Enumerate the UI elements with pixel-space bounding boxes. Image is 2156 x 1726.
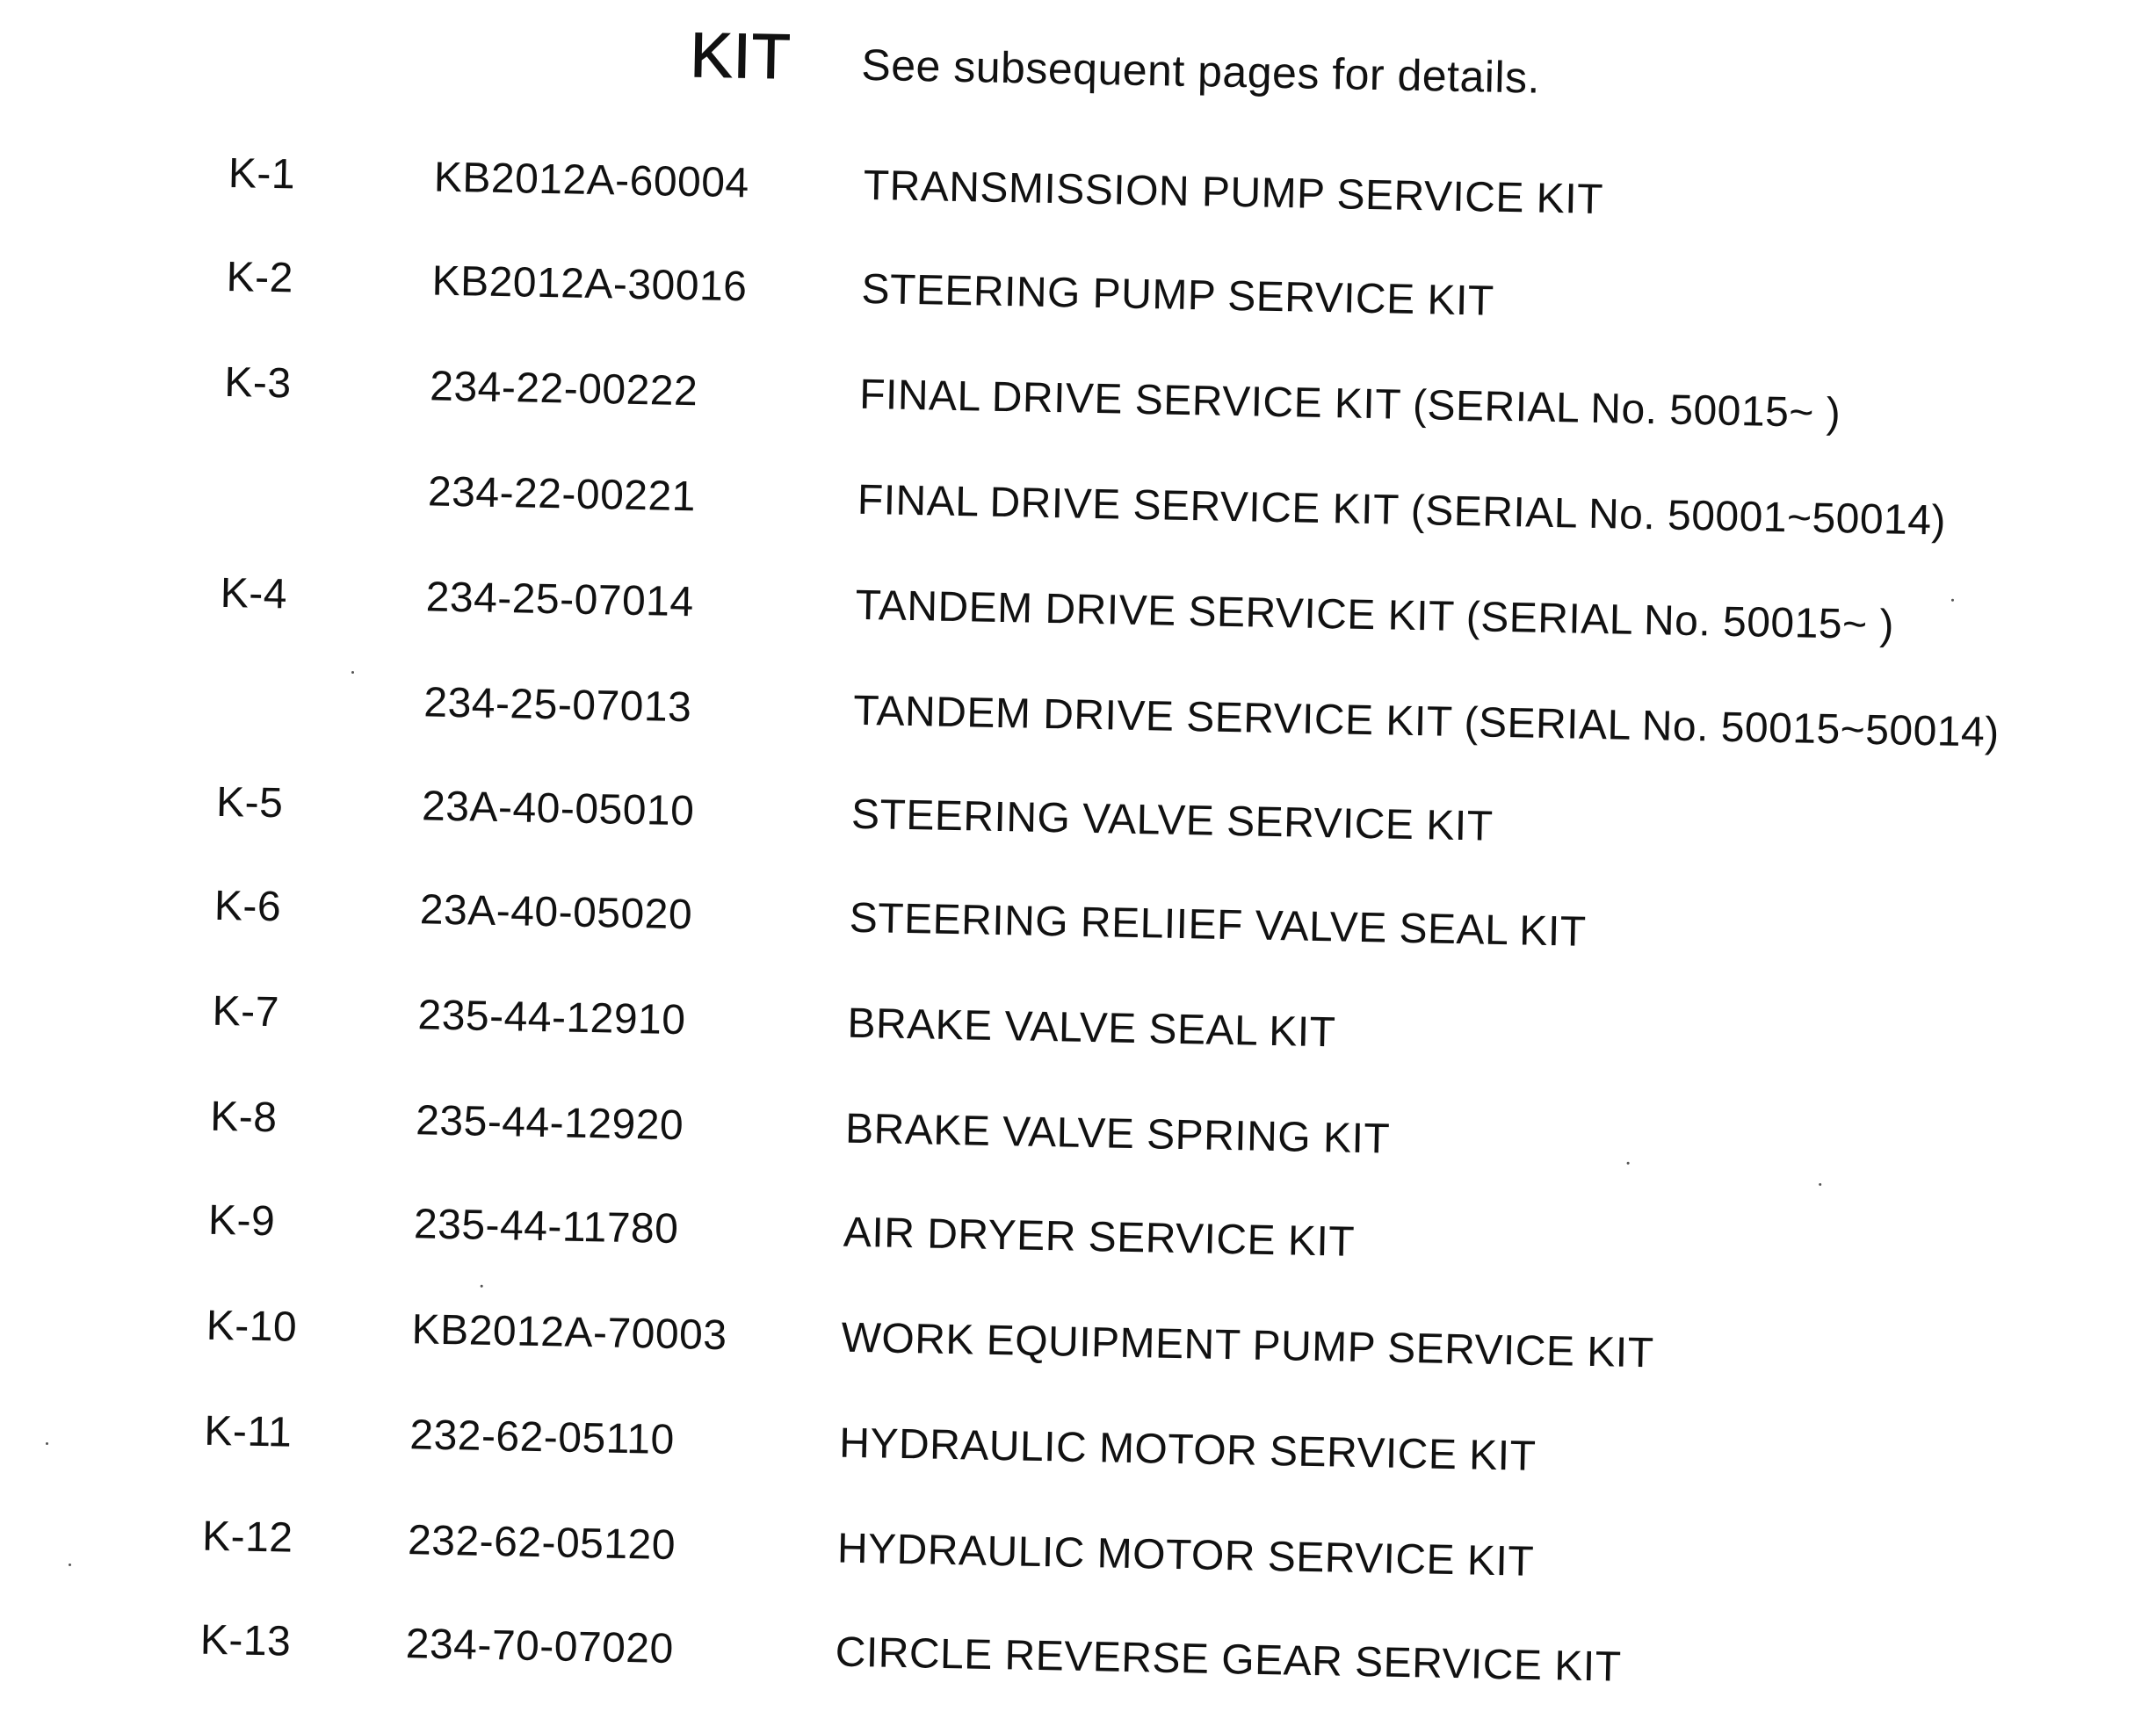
kit-description: HYDRAULIC MOTOR SERVICE KIT [838,1419,1537,1480]
kit-description: TRANSMISSION PUMP SERVICE KIT [863,162,1604,224]
kit-number: K-7 [212,987,280,1036]
part-number: 234-22-00221 [427,468,697,521]
kit-number: K-11 [203,1407,293,1456]
kit-row [0,1088,2136,1191]
kit-description: AIR DRYER SERVICE KIT [843,1209,1356,1266]
part-number: 235-44-12920 [415,1097,684,1150]
kit-description: CIRCLE REVERSE GEAR SERVICE KIT [835,1629,1622,1691]
kit-description: TANDEM DRIVE SERVICE KIT (SERIAL No. 50015~50014) [852,687,2000,756]
scan-speck [1627,1162,1630,1165]
part-number: KB2012A-30016 [431,257,748,311]
kit-row [0,249,2152,351]
kit-number: K-4 [220,569,288,618]
kit-number: K-3 [223,358,293,408]
kit-row [0,983,2138,1086]
kit-row [0,1508,2128,1611]
kit-description: STEERING PUMP SERVICE KIT [861,265,1495,325]
kit-row [0,877,2140,980]
part-number: 23A-40-05010 [421,783,695,835]
kit-description: FINAL DRIVE SERVICE KIT (SERIAL No. 50001~50014) [857,476,1947,545]
kit-number: K-1 [228,149,296,199]
scan-speck [351,671,354,674]
kit-number: K-8 [209,1093,279,1142]
kit-description: WORK EQUIPMENT PUMP SERVICE KIT [841,1314,1654,1377]
part-number: 235-44-12910 [417,992,686,1044]
kit-row [0,459,2148,562]
scan-speck [46,1442,48,1445]
kit-row [0,774,2142,877]
scan-speck [1951,599,1954,602]
kit-row [0,565,2146,668]
scan-speck [69,1564,71,1566]
kit-number: K-5 [215,778,284,827]
part-number: 234-70-07020 [405,1621,675,1673]
kit-description: BRAKE VALVE SEAL KIT [846,1000,1336,1057]
kit-number: K-2 [226,253,294,302]
kit-number: K-13 [199,1616,292,1665]
kit-row [0,145,2154,248]
kit-row [0,670,2145,773]
part-number: KB2012A-70003 [411,1306,727,1360]
part-number: 232-62-05120 [407,1517,676,1570]
part-number: 232-62-05110 [409,1412,676,1463]
scan-speck [481,1285,483,1288]
kit-row [0,1612,2126,1715]
kit-description: STEERING VALVE SERVICE KIT [850,791,1494,850]
kit-description: FINAL DRIVE SERVICE KIT (SERIAL No. 50015~ ) [858,371,1841,437]
kit-row [0,1192,2134,1295]
kit-number: K-6 [213,882,282,931]
part-number: KB2012A-60004 [433,154,750,207]
part-number: 234-22-00222 [429,363,698,415]
part-number: 235-44-11780 [413,1201,679,1253]
kit-description: BRAKE VALVE SPRING KIT [844,1105,1391,1163]
part-number: 234-25-07013 [423,679,692,732]
scan-speck [1819,1183,1821,1186]
header-note: See subsequent pages for details. [860,40,1541,103]
part-number: 23A-40-05020 [419,886,693,939]
kit-description: TANDEM DRIVE SERVICE KIT (SERIAL No. 50015~ ) [855,581,1895,649]
page-title: KIT [689,20,792,93]
kit-row [0,1297,2132,1400]
kit-description: STEERING RELIIEF VALVE SEAL KIT [849,894,1588,956]
kit-number: K-10 [206,1302,298,1351]
kit-row [0,354,2151,457]
part-number: 234-25-07014 [425,574,695,626]
kit-row [0,1403,2131,1506]
kit-number: K-9 [207,1196,276,1246]
kit-description: HYDRAULIC MOTOR SERVICE KIT [836,1525,1535,1585]
kit-number: K-12 [201,1513,294,1562]
